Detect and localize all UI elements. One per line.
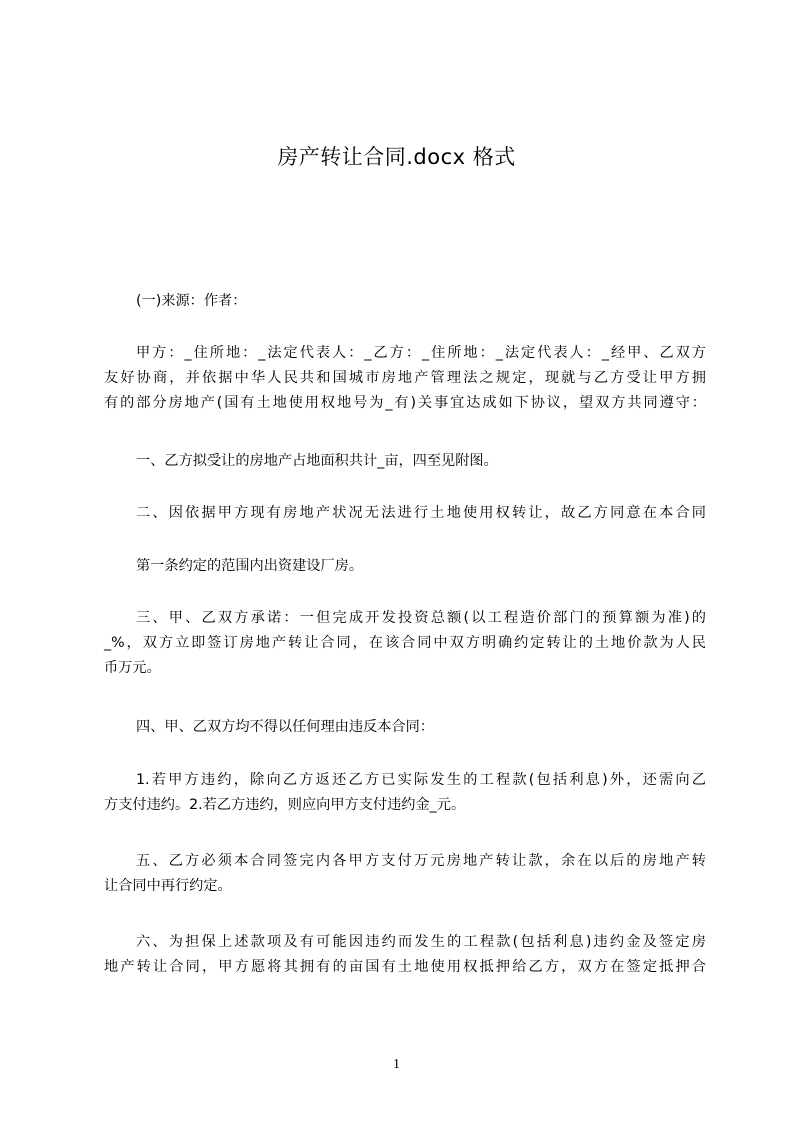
page-number: 1 [393,1057,400,1072]
paragraph-clause-4 [104,715,706,740]
paragraph-clause-4-items [104,768,706,818]
paragraph-line: 地产转让合同，甲方愿将其拥有的亩国有土地使用权抵押给乙方，双方在签定抵押合 [104,959,706,975]
paragraph-line: 币万元。 [104,660,161,676]
paragraph-line: 三、甲、乙双方承诺：一但完成开发投资总额(以工程造价部门的预算额为准)的 [136,610,706,626]
paragraph-line: 一、乙方拟受让的房地产占地面积共计_亩，四至见附图。 [136,453,498,469]
paragraph-line: 六、为担保上述款项及有可能因违约而发生的工程款(包括利息)违约金及签定房 [136,934,706,950]
paragraph-parties [104,341,706,416]
document-title: 房产转让合同.docx 格式 [277,145,516,169]
paragraph-clause-2 [104,501,706,526]
paragraph-line: 有的部分房地产(国有土地使用权地号为_有)关事宜达成如下协议，望双方共同遵守： [104,395,706,411]
paragraph-line: 方支付违约。2.若乙方违约，则应向甲方支付违约金_元。 [104,797,466,813]
paragraph-line: 友好协商，并依据中华人民共和国城市房地产管理法之规定，现就与乙方受让甲方拥 [104,370,706,386]
paragraph-line: 让合同中再行约定。 [104,878,232,894]
paragraph-line: 第一条约定的范围内出资建设厂房。 [136,558,364,574]
paragraph-line: 1.若甲方违约，除向乙方返还乙方已实际发生的工程款(包括利息)外，还需向乙 [136,772,706,788]
paragraph-line: _%，双方立即签订房地产转让合同，在该合同中双方明确约定转让的土地价款为人民 [104,635,706,651]
paragraph-line: (一)来源：作者： [136,293,247,309]
paragraph-clause-1 [104,449,706,474]
paragraph-source [104,289,706,314]
paragraph-clause-5 [104,849,706,899]
paragraph-clause-6 [104,930,706,980]
paragraph-line: 甲方：_住所地：_法定代表人：_乙方：_住所地：_法定代表人：_经甲、乙双方 [136,345,706,361]
paragraph-line: 四、甲、乙双方均不得以任何理由违反本合同： [136,719,434,735]
paragraph-clause-2-cont [104,554,706,579]
paragraph-clause-3 [104,606,706,681]
paragraph-line: 五、乙方必须本合同签完内各甲方支付万元房地产转让款，余在以后的房地产转 [136,853,706,869]
paragraph-line: 二、因依据甲方现有房地产状况无法进行土地使用权转让，故乙方同意在本合同 [136,505,706,521]
